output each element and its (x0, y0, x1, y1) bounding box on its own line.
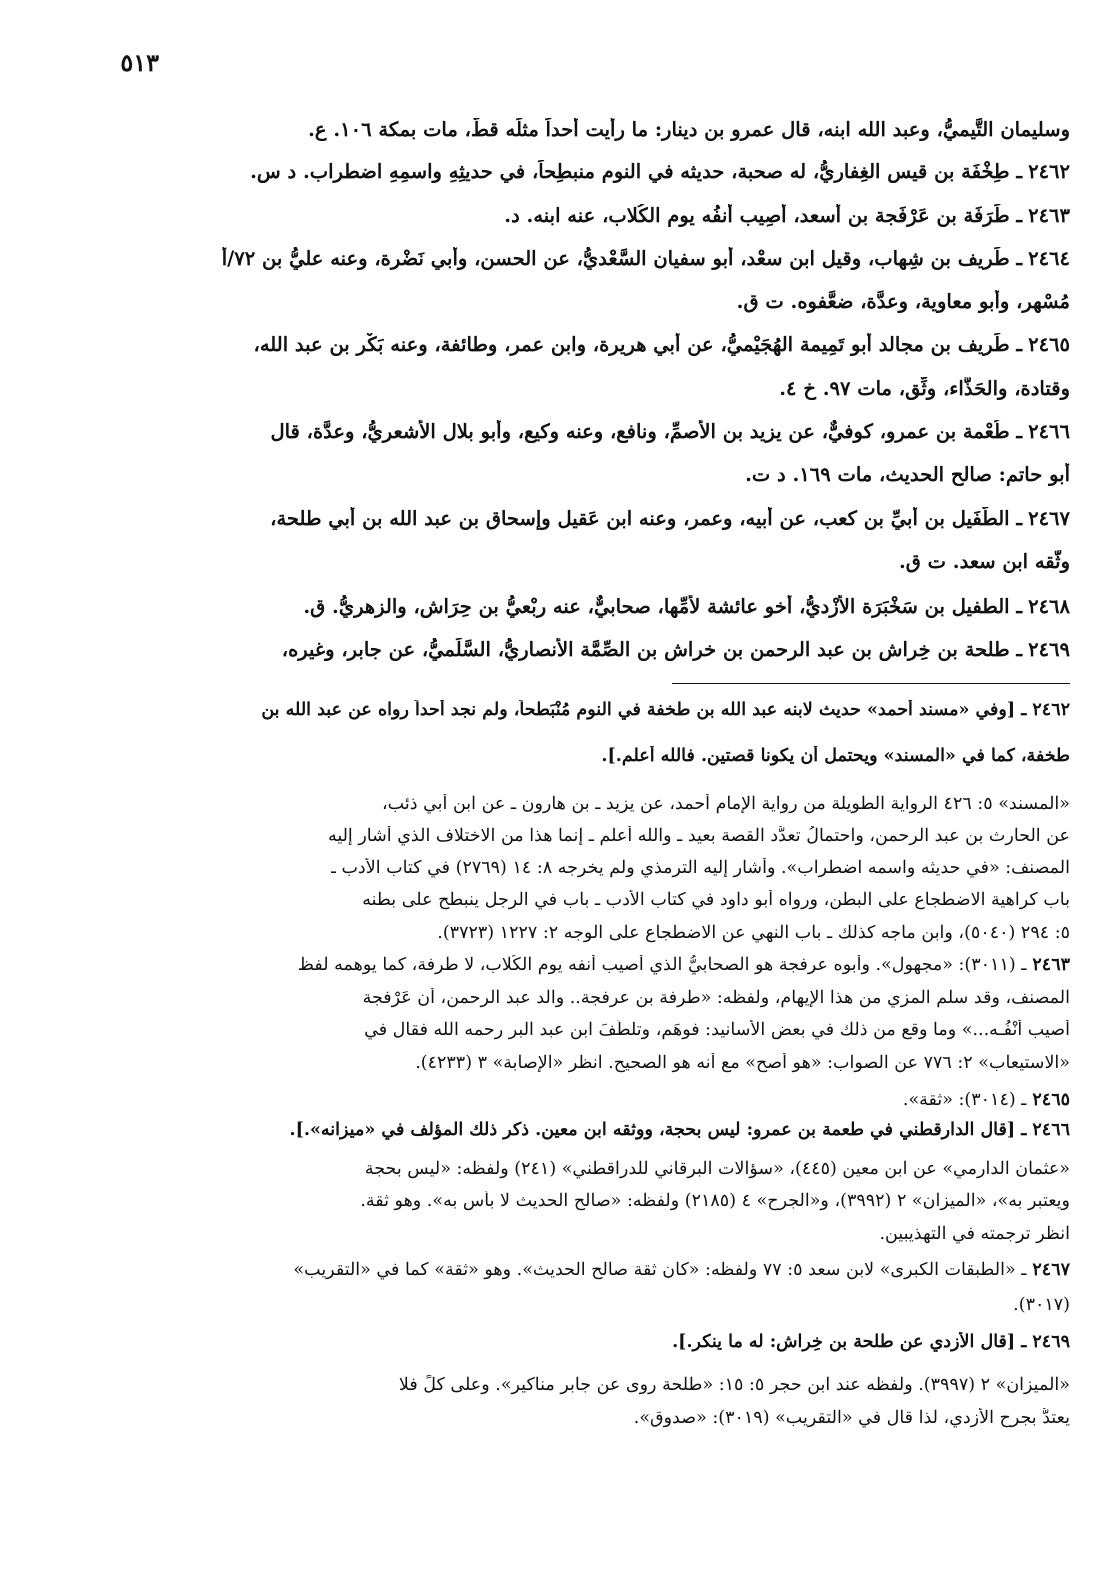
main-line-text: ـ طَريف بن مجالد أبو تَمِيمة الهُجَيْميُّ، عن أبي هريرة، وابن عمر، وطائفة، وعنه بَكْر بن عبد الله، (253, 333, 1023, 356)
main-line (737, 290, 1070, 313)
note-line (331, 858, 1070, 878)
note-line (382, 794, 1070, 814)
note-line (415, 1053, 1070, 1073)
main-entry-number: ٢٤٦٧ (1028, 507, 1070, 530)
note-line-text: يعتدُّ بجرح الأزدي، لذا قال في «التقريب» (٣٠١٩): «صدوق». (633, 1408, 1070, 1428)
main-entry-number: ٢٤٦٥ (1028, 333, 1070, 356)
page-number: ٥١٣ (120, 48, 159, 77)
main-line-text: ـ طلحة بن خِراش بن عبد الرحمن بن خراش بن الصِّمَّة الأنصاريُّ، السَّلَميُّ، عن جابر، وغيره، (281, 638, 1023, 661)
note-line-text: المصنف، وقد سلم المزي من هذا الإيهام، ولفظه: «طرفة بن عرفجة.. والد عبد الرحمن، أن عَرْفجة (362, 988, 1070, 1008)
note-line (363, 988, 1070, 1008)
note-line (328, 826, 1070, 846)
main-line (254, 333, 1070, 356)
note-entry-number: ٢٤٦٥ (1032, 1090, 1070, 1110)
main-entry-number: ٢٤٦٩ (1028, 638, 1070, 661)
note-line (360, 1191, 1070, 1211)
note-line (364, 1020, 1070, 1040)
note-entry-number: ٢٤٦٩ (1032, 1332, 1070, 1352)
main-line (303, 595, 1070, 618)
main-line (282, 638, 1070, 661)
main-line (899, 550, 1070, 573)
note-line (298, 955, 1070, 975)
main-line (270, 420, 1070, 443)
note-line-text: (٣٠١٧). (1013, 1295, 1070, 1315)
main-line-text: وسليمان التَّيميُّ، وعبد الله ابنه، قال عمرو بن دينار: ما رأيت أحداً مثلَه قطُّ، مات بمكة ١٠٦. ع. (308, 118, 1070, 141)
note-line-text: انظر ترجمته في التهذيبين. (879, 1224, 1070, 1244)
note-line (1013, 1295, 1070, 1315)
main-line (779, 377, 1070, 400)
main-entry-number: ٢٤٦٢ (1028, 160, 1070, 183)
note-line-text: ـ «الطبقات الكبرى» لابن سعد ٥: ٧٧ ولفظه: «كان ثقة صالح الحديث». وهو «ثقة» كما في «التقريب» (293, 1260, 1027, 1280)
note-line (290, 1120, 1071, 1140)
note-line (903, 1090, 1070, 1110)
note-line-text: ـ [وفي «مسند أحمد» حديث لابنه عبد الله بن طخفة في النوم مُنْبَطحاً، ولم نجد أحداً رواه عن عبد الله بن (261, 700, 1027, 720)
note-line-text: المصنف: «في حديثه واسمه اضطراب». وأشار إليه الترمذي ولم يخرجه ٨: ١٤ (٢٧٦٩) في كتاب الأدب ـ (330, 858, 1070, 878)
note-line (293, 1260, 1070, 1280)
note-line (362, 890, 1070, 910)
main-entry-number: ٢٤٦٦ (1028, 420, 1070, 443)
note-line-text: ـ (٣٠١٤): «ثقة». (902, 1090, 1027, 1110)
main-entry-number: ٢٤٦٤ (1028, 247, 1070, 270)
note-line (365, 1159, 1070, 1179)
main-line-text: ـ طِخْفَة بن قيس الغِفاريُّ، له صحبة، حديثه في النوم منبطِحاً، في حديثِهِ واسمِهِ اضطراب. د س. (250, 160, 1023, 183)
note-entry-number: ٢٤٦٧ (1032, 1260, 1070, 1280)
main-line (504, 204, 1070, 227)
note-line-text: ـ [قال الأزدي عن طلحة بن خِراش: له ما ينكر.]. (672, 1332, 1027, 1352)
note-entry-number: ٢٤٦٦ (1032, 1120, 1070, 1140)
main-line-text: ـ الطُّفَيل بن أُبيِّ بن كعب، عن أبيه، وعمر، وعنه ابن عَقيل وإسحاق بن عبد الله بن أبي طلحة، (270, 507, 1023, 530)
main-line-text: وقتادة، والحَذَّاء، وثِّق، مات ٩٧. خ ٤. (779, 377, 1070, 400)
main-line-text: ـ الطفيل بن سَخْبَرَة الأَزْديُّ، أخو عائشة لأمِّها، صحابيٌّ، عنه رِبْعيُّ بن حِرَاش، والزهريُّ. ق. (303, 595, 1023, 618)
note-line-text: طخفة، كما في «المسند» ويحتمل أن يكونا قصتين. فالله أعلم.]. (601, 746, 1070, 766)
main-line-text: ـ طُعْمة بن عمرو، كوفيٌّ، عن يزيد بن الأصمِّ، ونافع، وعنه وكيع، وأبو بلال الأشعريُّ، وعدَّة، قال (270, 420, 1023, 443)
note-line-text: «عثمان الدارمي» عن ابن معين (٤٤٥)، «سؤالات البرقاني للدراقطني» (٢٤١) ولفظه: «ليس بحجة (364, 1159, 1070, 1179)
note-line-text: «الاستيعاب» ٢: ٧٧٦ عن الصواب: «هو أصح» مع أنه هو الصحيح. انظر «الإصابة» ٣ (٤٢٣٣). (415, 1053, 1070, 1073)
note-line (399, 1375, 1070, 1395)
note-line-text: عن الحارث بن عبد الرحمن، واحتمالُ تعدُّد القصة بعيد ـ والله أعلم ـ إنما هذا من الاختلاف الذي أشار إليه (327, 826, 1070, 846)
note-entry-number: ٢٤٦٢ (1032, 700, 1070, 720)
note-line-text: باب كراهية الاضطجاع على البطن، ورواه أبو داود في كتاب الأدب ـ باب في الرجل ينبطح على بطنه (362, 890, 1070, 910)
note-line-text: «المسند» ٥: ٤٢٦ الرواية الطويلة من رواية الإمام أحمد، عن يزيد ـ بن هارون ـ عن ابن أبي ذئب، (382, 794, 1070, 814)
main-line (270, 507, 1070, 530)
note-line (879, 1224, 1070, 1244)
main-line-text: وثَّقه ابن سعد. ت ق. (898, 550, 1070, 573)
note-line (437, 923, 1070, 943)
note-line (261, 700, 1070, 720)
note-line-text: ويعتبر به»، «الميزان» ٢ (٣٩٩٢)، و«الجرح» ٤ (٢١٨٥) ولفظه: «صالح الحديث لا بأس به». وهو ثقة. (360, 1191, 1070, 1211)
note-line-text: ـ (٣٠١١): «مجهول». وأبوه عرفجة هو الصحابيُّ الذي أُصيب أنفه يوم الكُلاب، لا طرفة، كما يوهمه لفظ (297, 955, 1027, 975)
note-line (601, 746, 1070, 766)
footnote-divider (672, 683, 1070, 684)
note-line (672, 1332, 1070, 1352)
note-line-text: «الميزان» ٢ (٣٩٩٧). ولفظه عند ابن حجر ٥: ١٥: «طلحة روى عن جابر مناكير». وعلى كلٍّ فلا (398, 1375, 1070, 1395)
main-line-text: مُسْهِر، وأبو معاوية، وعدَّة، ضعَّفوه. ت ق. (736, 290, 1070, 313)
note-line-text: ٥: ٢٩٤ (٥٠٤٠)، وابن ماجه كذلك ـ باب النهي عن الاضطجاع على الوجه ٢: ١٢٢٧ (٣٧٢٣). (437, 923, 1070, 943)
main-line-text: ـ طَرَفَة بن عَرْفَجة بن أسعد، أُصِيب أنفُه يوم الكُلاب، عنه ابنه. د. (504, 204, 1023, 227)
main-entry-number: ٢٤٦٣ (1028, 204, 1070, 227)
main-line (308, 118, 1070, 141)
note-line-text: ـ [قال الدارقطني في طعمة بن عمرو: ليس بحجة، ووثقه ابن معين. ذكر ذلك المؤلف في «ميزانه».]. (289, 1120, 1027, 1140)
note-line-text: أُصيب أنْفُـه...» وما وقع من ذلك في بعض الأسانيد: فوهَم، وتلطَّفَ ابن عبد البر رحمه الله فقال في (364, 1020, 1070, 1040)
note-entry-number: ٢٤٦٣ (1032, 955, 1070, 975)
main-line-text: ـ طَريف بن شِهاب، وقيل ابن سعْد، أبو سفيان السَّعْديُّ، عن الحسن، وأبي نَضْرة، وعنه عليُّ بن ٧٢/أ (221, 247, 1023, 270)
main-line-text: أبو حاتم: صالح الحديث، مات ١٦٩. د ت. (745, 463, 1070, 486)
main-line (745, 463, 1070, 486)
main-entry-number: ٢٤٦٨ (1028, 595, 1070, 618)
note-line (634, 1408, 1070, 1428)
main-line (250, 160, 1070, 183)
main-line (222, 247, 1070, 270)
